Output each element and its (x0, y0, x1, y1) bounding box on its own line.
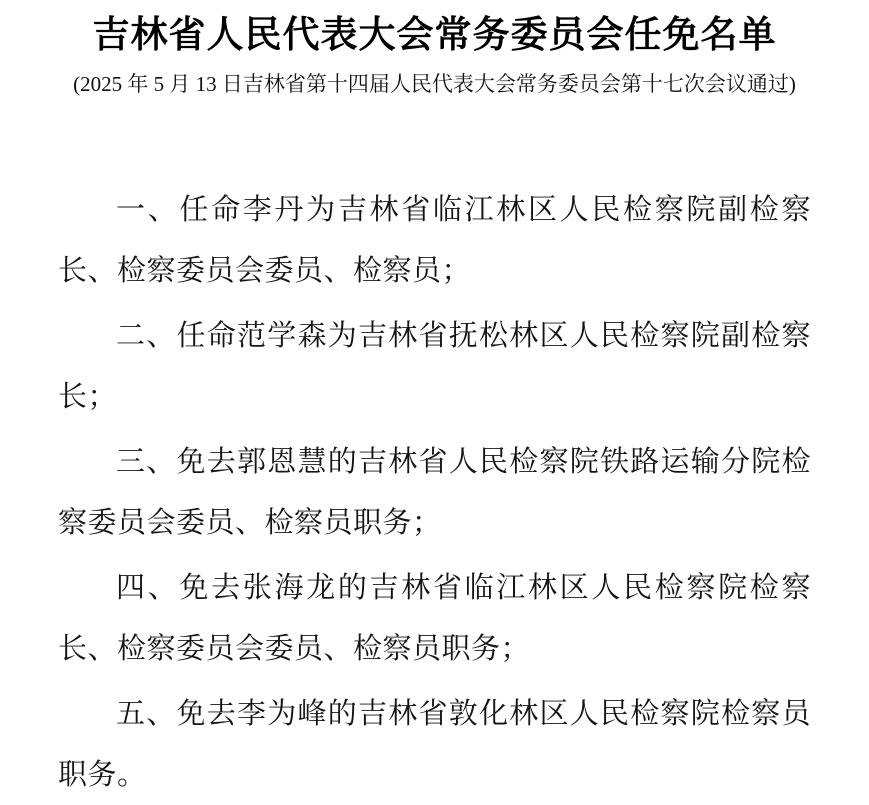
list-item: 五、免去李为峰的吉林省敦化林区人民检察院检察员职务。 (58, 698, 811, 791)
list-item: 二、任命范学森为吉林省抚松林区人民检察院副检察长； (58, 320, 811, 413)
document-body (58, 180, 811, 805)
document-subtitle: (2025 年 5 月 13 日吉林省第十四届人民代表大会常务委员会第十七次会议通过) (73, 72, 796, 96)
list-item: 三、免去郭恩慧的吉林省人民检察院铁路运输分院检察委员会委员、检察员职务； (58, 446, 811, 539)
list-item: 一、任命李丹为吉林省临江林区人民检察院副检察长、检察委员会委员、检察员； (58, 194, 811, 287)
list-item: 四、免去张海龙的吉林省临江林区人民检察院检察长、检察委员会委员、检察员职务； (58, 572, 811, 665)
document-title: 吉林省人民代表大会常务委员会任免名单 (92, 14, 777, 55)
